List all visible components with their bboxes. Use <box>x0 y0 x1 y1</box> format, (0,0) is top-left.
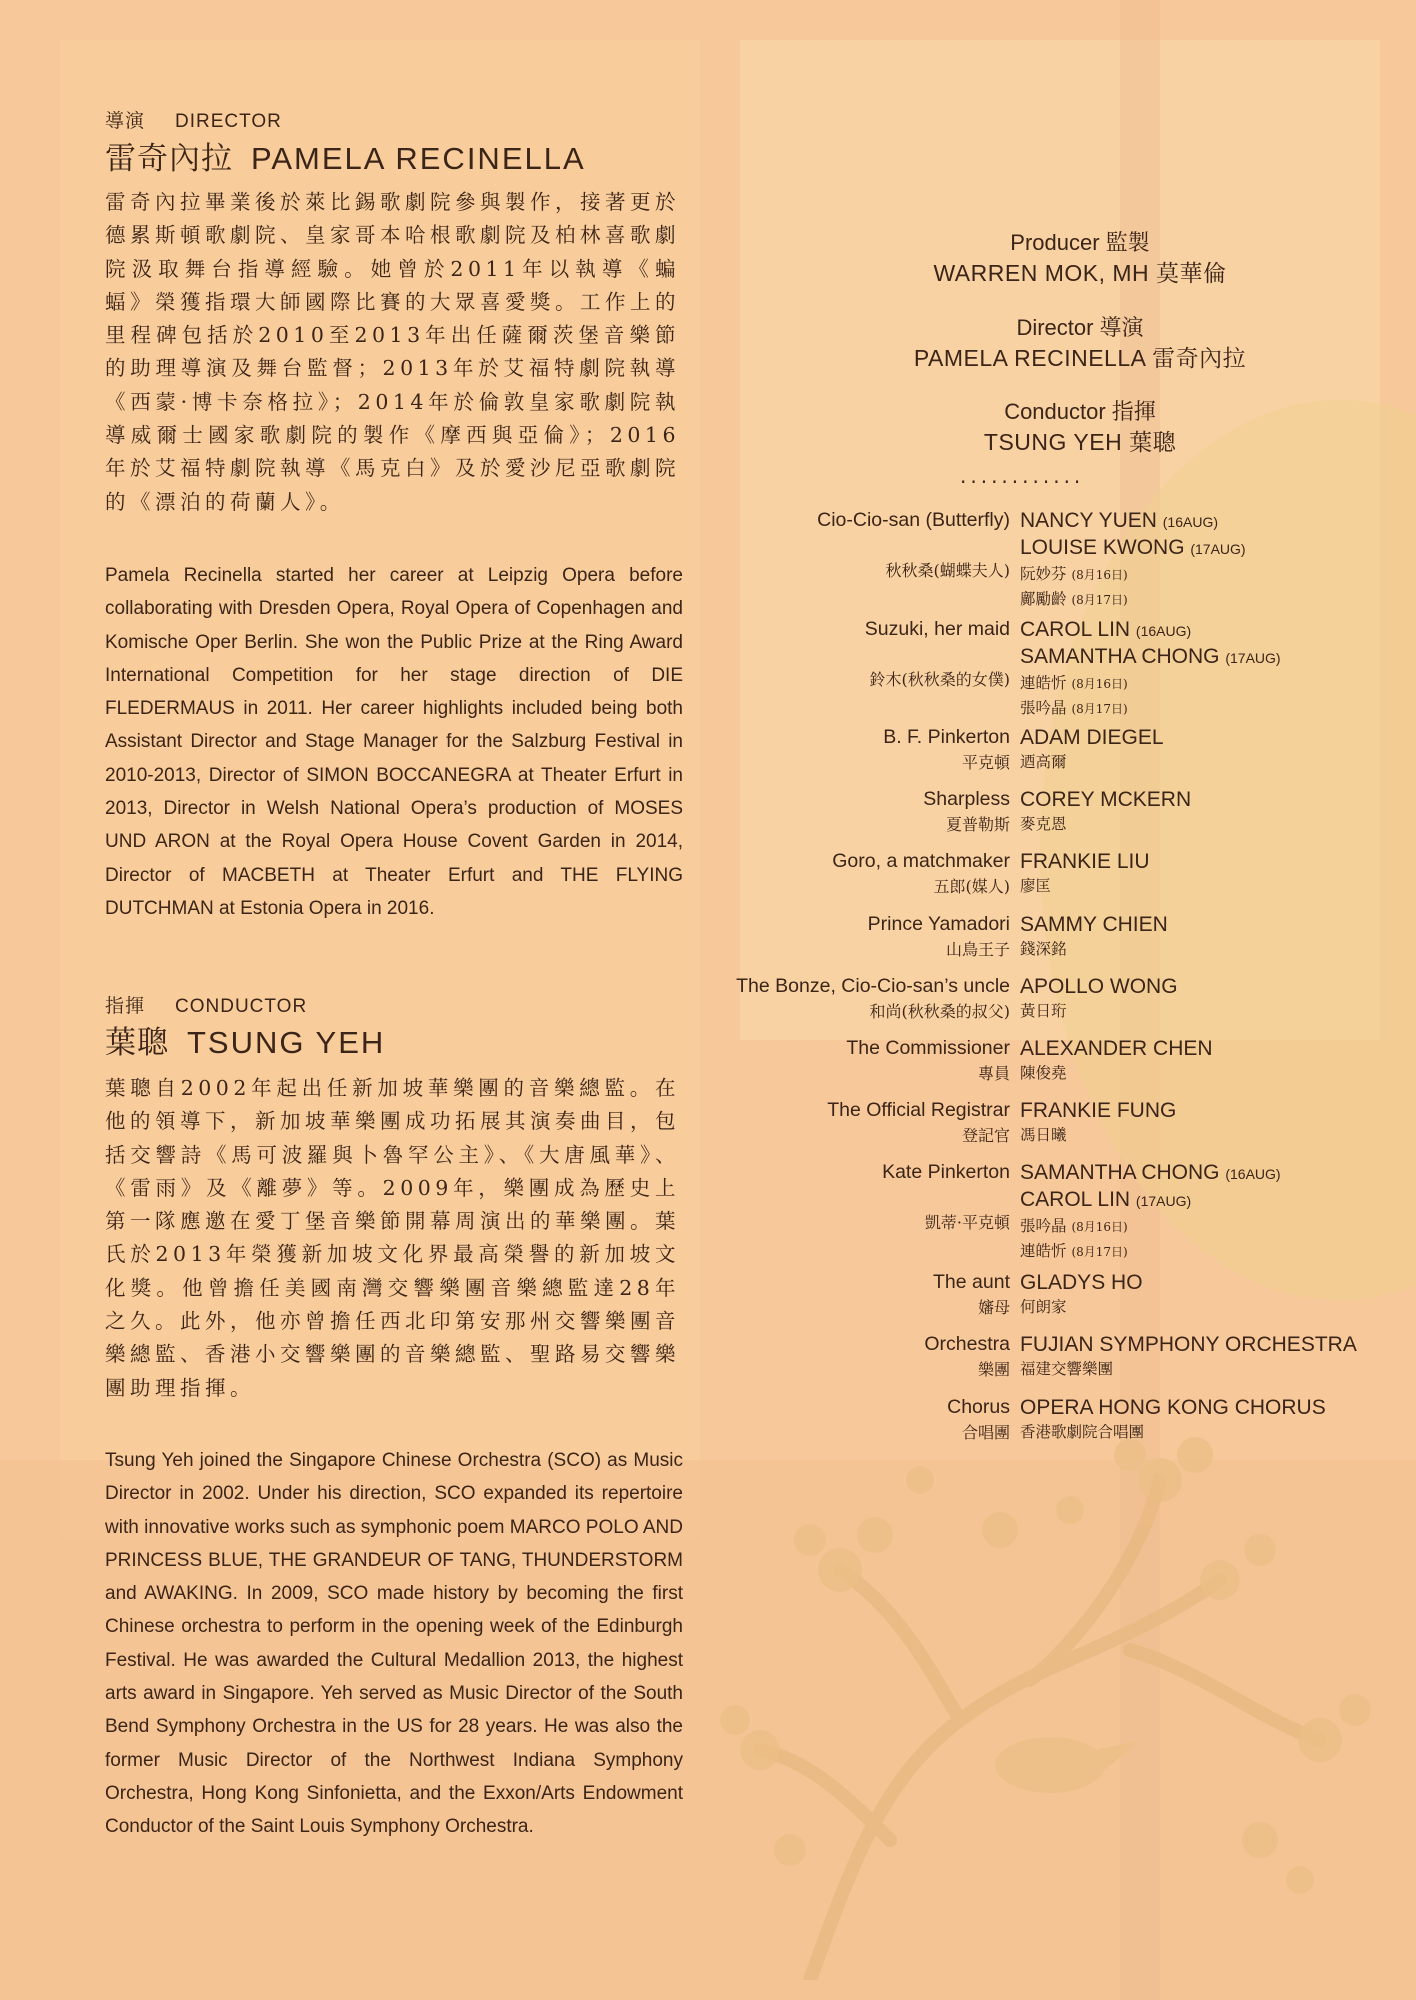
performance-date: (16AUG) <box>1162 514 1218 530</box>
cast-performers <box>1020 1332 1357 1381</box>
cast-role <box>700 617 1010 692</box>
performer-name-en: GLADYS HO <box>1020 1271 1143 1294</box>
cast-role <box>700 849 1010 899</box>
conductor-label-zh: 指揮 <box>105 995 146 1017</box>
director-name-zh: 雷奇內拉 <box>105 141 233 177</box>
credit-role: Director 導演 <box>1016 315 1144 340</box>
director-label-en: DIRECTOR <box>175 111 282 132</box>
performer-name-en: SAMANTHA CHONG (16AUG) <box>1020 1161 1281 1184</box>
cast-role-en: The Bonze, Cio-Cio-san’s uncle <box>736 975 1010 997</box>
cast-performers <box>1020 1098 1176 1147</box>
performance-date: (8月17日) <box>1071 1245 1128 1259</box>
performer-name-en: ALEXANDER CHEN <box>1020 1037 1213 1060</box>
cast-role-en: Kate Pinkerton <box>882 1161 1010 1183</box>
cast-performers <box>1020 508 1246 612</box>
floral-branch-illustration <box>700 1420 1400 1980</box>
cast-role-zh: 嬸母 <box>977 1298 1010 1317</box>
performer-name-en: CAROL LIN (17AUG) <box>1020 1188 1192 1211</box>
cast-performers <box>1020 617 1281 721</box>
conductor-name <box>105 1017 385 1062</box>
cast-role <box>700 1098 1010 1148</box>
performer-name-zh: 廖匡 <box>1020 877 1052 895</box>
performer-name-zh: 張吟晶 (8月16日) <box>1020 1217 1128 1235</box>
performer-name-zh: 馮日曦 <box>1020 1126 1067 1144</box>
performance-date: (16AUG) <box>1135 623 1192 639</box>
conductor-bio-en: Tsung Yeh joined the Singapore Chinese Orchestra (SCO) as Music Director in 2002. Under his direction, SCO expanded its repertoire with innovative works such as symphonic poem MARCO POLO AND PRINCESS BLUE, THE GRANDEUR OF TANG, THUNDERSTORM and AWAKING. In 2009, SCO made history by becoming the first Chinese orchestra to perform in the opening week of the Edinburgh Festival. He was awarded the Cultural Medallion 2013, the highest arts award in Singapore. Yeh served as Music Director of the South Bend Symphony Orchestra in the US for 28 years. He was also the former Music Director of the Northwest Indiana Symphony Orchestra, Hong Kong Sinfonietta, and the Exxon/Arts Endowment Conductor of the Saint Louis Symphony Orchestra. <box>105 1450 683 1838</box>
cast-role <box>700 912 1010 962</box>
cast-role-en: The Commissioner <box>846 1037 1010 1059</box>
cast-performers <box>1020 1270 1143 1319</box>
performer-name-zh: 何朗家 <box>1020 1298 1067 1316</box>
cast-role-zh: 五郎(媒人) <box>933 877 1010 896</box>
cast-role-en: Sharpless <box>923 788 1010 810</box>
conductor-name-zh: 葉聰 <box>105 1025 169 1061</box>
cast-role-zh: 專員 <box>977 1064 1010 1083</box>
director-name <box>105 133 586 178</box>
performer-name-zh: 鄺勵齡 (8月17日) <box>1020 590 1128 608</box>
cast-performers <box>1020 974 1178 1023</box>
dotted-separator: ............ <box>960 464 1085 488</box>
performer-name-en: SAMANTHA CHONG (17AUG) <box>1020 645 1281 668</box>
performer-name-zh: 香港歌劇院合唱團 <box>1020 1423 1145 1441</box>
cast-role <box>700 1332 1010 1382</box>
performer-name-en: FRANKIE FUNG <box>1020 1099 1177 1122</box>
credit-name: WARREN MOK, MH 莫華倫 <box>933 260 1227 286</box>
performer-name-zh: 張吟晶 (8月17日) <box>1020 699 1128 717</box>
performer-name-en: OPERA HONG KONG CHORUS <box>1020 1396 1326 1419</box>
cast-role-zh: 凱蒂·平克頓 <box>924 1213 1010 1232</box>
performer-name-en: CAROL LIN (16AUG) <box>1020 618 1192 641</box>
performer-name-zh: 錢深銘 <box>1020 940 1067 958</box>
conductor-bio-zh: 葉聰自2002年起出任新加坡華樂團的音樂總監。在他的領導下，新加坡華樂團成功拓展其演奏曲目，包括交響詩《馬可波羅與卜魯罕公主》、《大唐風華》、《雷雨》及《離夢》等。2009年，樂團成為歷史上第一隊應邀在愛丁堡音樂節開幕周演出的華樂團。葉氏於2013年榮獲新加坡文化界最高榮譽的新加坡文化獎。他曾擔任美國南灣交響樂團音樂總監達28年之久。此外，他亦曾擔任西北印第安那州交響樂團音樂總監、香港小交響樂團的音樂總監、聖路易交響樂團助理指揮。 <box>105 1076 680 1400</box>
cast-role-en: Prince Yamadori <box>867 913 1010 935</box>
credit-conductor <box>780 397 1380 457</box>
performer-name-zh: 麥克恩 <box>1020 815 1067 833</box>
performer-name-zh: 黃日珩 <box>1020 1002 1067 1020</box>
credit-producer <box>780 228 1380 288</box>
cast-role <box>700 1270 1010 1320</box>
director-bio-en: Pamela Recinella started her career at Leipzig Opera before collaborating with Dresden Opera, Royal Opera of Copenhagen and Komische Oper Berlin. She won the Public Prize at the Ring Award International Competition for her stage direction of DIE FLEDERMAUS in 2011. Her career highlights included being both Assistant Director and Stage Manager for the Salzburg Festival in 2010-2013, Director of SIMON BOCCANEGRA at Theater Erfurt in 2013, Director in Welsh National Opera’s production of MOSES UND ARON at the Royal Opera House Covent Garden in 2014, Director of MACBETH at Theater Erfurt and THE FLYING DUTCHMAN at Estonia Opera in 2016. <box>105 565 683 919</box>
performer-name-en: ADAM DIEGEL <box>1020 726 1164 749</box>
performer-name-zh: 連皓忻 (8月17日) <box>1020 1242 1128 1260</box>
performer-name-zh: 連皓忻 (8月16日) <box>1020 674 1128 692</box>
cast-role <box>700 1395 1010 1445</box>
cast-role-zh: 和尚(秋秋桑的叔父) <box>869 1002 1010 1021</box>
cast-role-zh: 平克頓 <box>961 753 1010 772</box>
performer-name-en: NANCY YUEN (16AUG) <box>1020 509 1218 532</box>
performance-date: (16AUG) <box>1225 1166 1281 1182</box>
cast-role-zh: 秋秋桑(蝴蝶夫人) <box>885 561 1010 580</box>
performance-date: (17AUG) <box>1190 541 1246 557</box>
cast-role-en: The aunt <box>933 1271 1010 1293</box>
conductor-label <box>105 991 307 1018</box>
spacer <box>700 642 1010 667</box>
cast-role <box>700 787 1010 837</box>
cast-role-en: The Official Registrar <box>827 1099 1010 1121</box>
performer-name-en: COREY MCKERN <box>1020 788 1192 811</box>
cast-performers <box>1020 725 1164 774</box>
cast-role-en: Goro, a matchmaker <box>832 850 1010 872</box>
credit-director <box>780 313 1380 373</box>
cast-role-zh: 登記官 <box>961 1126 1010 1145</box>
cast-role <box>700 1036 1010 1086</box>
cast-role-en: Cio-Cio-san (Butterfly) <box>817 509 1010 531</box>
performer-name-en: FUJIAN SYMPHONY ORCHESTRA <box>1020 1333 1357 1356</box>
conductor-name-en: TSUNG YEH <box>187 1025 386 1060</box>
performance-date: (8月16日) <box>1071 677 1128 691</box>
cast-role-en: Suzuki, her maid <box>864 618 1010 640</box>
performance-date: (17AUG) <box>1135 1193 1192 1209</box>
cast-role <box>700 508 1010 583</box>
cast-performers <box>1020 1036 1213 1085</box>
performer-name-en: LOUISE KWONG (17AUG) <box>1020 536 1246 559</box>
performance-date: (8月16日) <box>1071 1220 1128 1234</box>
credit-name: TSUNG YEH 葉聰 <box>983 429 1177 455</box>
cast-role-zh: 合唱團 <box>961 1423 1010 1442</box>
performer-name-en: APOLLO WONG <box>1020 975 1178 998</box>
performance-date: (8月16日) <box>1071 568 1128 582</box>
performer-name-zh: 迺高爾 <box>1020 753 1067 771</box>
cast-role-zh: 夏普勒斯 <box>945 815 1010 834</box>
cast-role-en: Chorus <box>947 1396 1010 1418</box>
director-label-zh: 導演 <box>105 110 146 132</box>
performance-date: (17AUG) <box>1225 650 1281 666</box>
spacer <box>700 1185 1010 1210</box>
cast-role-en: B. F. Pinkerton <box>883 726 1010 748</box>
cast-performers <box>1020 849 1150 898</box>
performer-name-zh: 陳俊堯 <box>1020 1064 1067 1082</box>
performer-name-en: SAMMY CHIEN <box>1020 913 1168 936</box>
cast-role <box>700 1160 1010 1235</box>
director-bio-zh: 雷奇內拉畢業後於萊比錫歌劇院參與製作，接著更於德累斯頓歌劇院、皇家哥本哈根歌劇院及柏林喜歌劇院汲取舞台指導經驗。她曾於2011年以執導《蝙蝠》榮獲指環大師國際比賽的大眾喜愛獎。工作上的里程碑包括於2010至2013年出任薩爾茨堡音樂節的助理導演及舞台監督；2013年於艾福特劇院執導《西蒙·博卡奈格拉》；2014年於倫敦皇家歌劇院執導威爾士國家歌劇院的製作《摩西與亞倫》；2016年於艾福特劇院執導《馬克白》及於愛沙尼亞歌劇院的《漂泊的荷蘭人》。 <box>105 190 680 514</box>
performer-name-en: FRANKIE LIU <box>1020 850 1150 873</box>
cast-role-en: Orchestra <box>924 1333 1010 1355</box>
cast-performers <box>1020 1160 1281 1264</box>
cast-role-zh: 山鳥王子 <box>945 940 1010 959</box>
cast-role <box>700 725 1010 775</box>
cast-role-zh: 樂團 <box>977 1360 1010 1379</box>
performer-name-zh: 阮妙芬 (8月16日) <box>1020 565 1128 583</box>
cast-role <box>700 974 1010 1024</box>
credit-role: Producer 監製 <box>1010 230 1150 255</box>
performance-date: (8月17日) <box>1071 593 1128 607</box>
performance-date: (8月17日) <box>1071 702 1128 716</box>
performer-name-zh: 福建交響樂團 <box>1020 1360 1114 1378</box>
cast-performers <box>1020 912 1168 961</box>
director-name-en: PAMELA RECINELLA <box>251 141 586 176</box>
director-label <box>105 106 282 133</box>
credit-name: PAMELA RECINELLA 雷奇內拉 <box>913 345 1247 371</box>
conductor-label-en: CONDUCTOR <box>175 996 308 1017</box>
cast-performers <box>1020 1395 1326 1444</box>
cast-performers <box>1020 787 1191 836</box>
spacer <box>700 533 1010 558</box>
credit-role: Conductor 指揮 <box>1004 399 1156 424</box>
cast-role-zh: 鈴木(秋秋桑的女僕) <box>869 670 1010 689</box>
